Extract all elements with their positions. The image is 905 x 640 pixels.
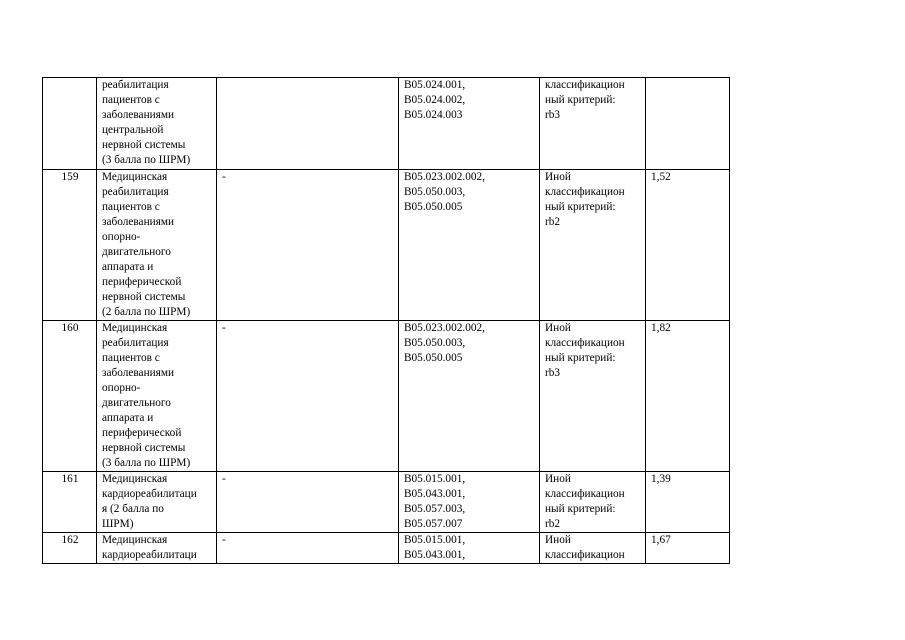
service-codes-cell: B05.015.001, B05.043.001, B05.057.003, B05.057.007: [399, 472, 540, 533]
row-number-cell: 162: [43, 533, 97, 564]
coefficient-cell: 1,82: [646, 321, 730, 472]
diagnosis-code-cell: -: [217, 170, 399, 321]
service-name-cell: Медицинская реабилитация пациентов с заболеваниями опорно- двигательного аппарата и периферической нервной системы (3 балла по ШРМ): [97, 321, 217, 472]
coefficient-cell: [646, 78, 730, 170]
diagnosis-code-cell: [217, 78, 399, 170]
service-codes-cell: B05.023.002.002, B05.050.003, B05.050.005: [399, 170, 540, 321]
table-row: [43, 321, 730, 472]
criterion-cell: классификацион ный критерий: rb3: [540, 78, 646, 170]
table-row: [43, 170, 730, 321]
service-name-cell: Медицинская реабилитация пациентов с заболеваниями опорно- двигательного аппарата и периферической нервной системы (2 балла по ШРМ): [97, 170, 217, 321]
tariff-table: [42, 77, 730, 564]
service-name-cell: реабилитация пациентов с заболеваниями центральной нервной системы (3 балла по ШРМ): [97, 78, 217, 170]
service-codes-cell: B05.023.002.002, B05.050.003, B05.050.005: [399, 321, 540, 472]
criterion-cell: Иной классификацион: [540, 533, 646, 564]
diagnosis-code-cell: -: [217, 321, 399, 472]
row-number-cell: [43, 78, 97, 170]
criterion-cell: Иной классификацион ный критерий: rb3: [540, 321, 646, 472]
table-row: [43, 78, 730, 170]
service-codes-cell: B05.015.001, B05.043.001,: [399, 533, 540, 564]
criterion-cell: Иной классификацион ный критерий: rb2: [540, 472, 646, 533]
row-number-cell: 159: [43, 170, 97, 321]
diagnosis-code-cell: -: [217, 472, 399, 533]
service-name-cell: Медицинская кардиореабилитаци я (2 балла по ШРМ): [97, 472, 217, 533]
coefficient-cell: 1,52: [646, 170, 730, 321]
service-codes-cell: B05.024.001, B05.024.002, B05.024.003: [399, 78, 540, 170]
coefficient-cell: 1,39: [646, 472, 730, 533]
coefficient-cell: 1,67: [646, 533, 730, 564]
criterion-cell: Иной классификацион ный критерий: rb2: [540, 170, 646, 321]
service-name-cell: Медицинская кардиореабилитаци: [97, 533, 217, 564]
diagnosis-code-cell: -: [217, 533, 399, 564]
row-number-cell: 160: [43, 321, 97, 472]
row-number-cell: 161: [43, 472, 97, 533]
table-row: [43, 533, 730, 564]
table-row: [43, 472, 730, 533]
